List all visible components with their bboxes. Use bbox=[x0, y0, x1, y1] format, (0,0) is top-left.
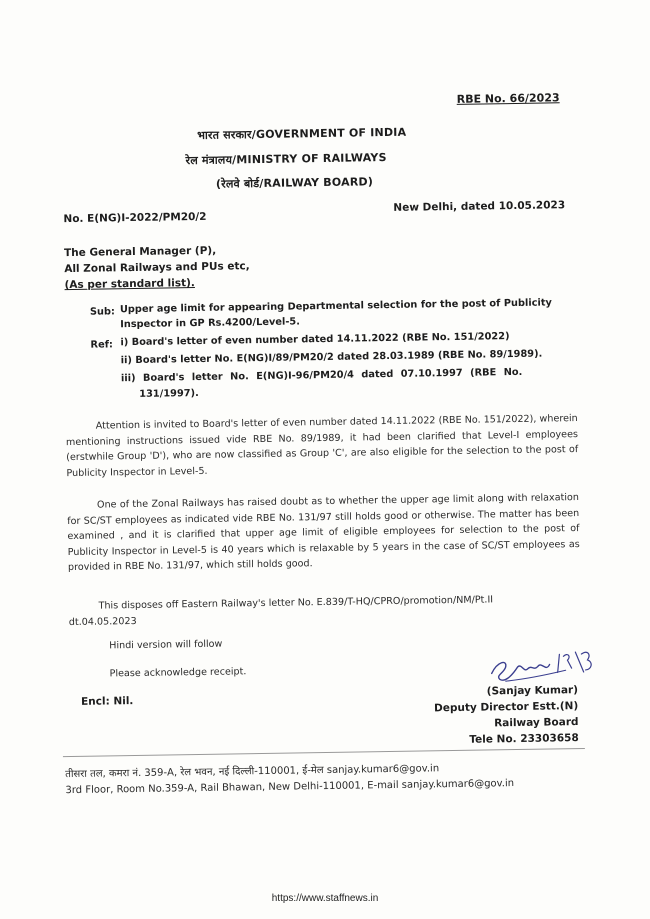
signatory-name: (Sanjay Kumar) bbox=[486, 684, 579, 698]
subject-line2: Inspector in GP Rs.4200/Level-5. bbox=[120, 316, 301, 331]
hindi-version-note: Hindi version will follow bbox=[109, 638, 223, 652]
ref-item-2: ii) Board's letter No. E(NG)I/89/PM20/2 dated 28.03.1989 (RBE No. 89/1989). bbox=[120, 348, 543, 367]
file-number: No. E(NG)I-2022/PM20/2 bbox=[63, 210, 207, 226]
ref-label: Ref: bbox=[90, 339, 113, 351]
paragraph-1 bbox=[66, 411, 579, 481]
header-government: भारत सरकार/GOVERNMENT OF INDIA bbox=[197, 125, 407, 142]
addressee-line3: (As per standard list). bbox=[64, 277, 195, 292]
rbe-number: RBE No. 66/2023 bbox=[456, 91, 560, 106]
address-hindi: तीसरा तल, कमरा नं. 359-A, रेल भवन, नई दिल्ली-110001, ई-मेल sanjay.kumar6@gov.in bbox=[65, 763, 440, 781]
source-url: https://www.staffnews.in bbox=[271, 893, 379, 904]
addressee-line2: All Zonal Railways and PUs etc, bbox=[64, 260, 250, 276]
signature-block bbox=[406, 682, 579, 749]
signatory-office: Railway Board bbox=[494, 716, 579, 730]
addressee-line1: The General Manager (P), bbox=[63, 244, 217, 260]
paragraph-2-text: One of the Zonal Railways has raised doubt as to whether the upper age limit along with relaxation for SC/ST employees as indicated vide RBE No. 131/97 still holds good or otherwise. The matter has been examined , and it is clarified that upper age limit of eligible employees for selection to the post of Publicity Inspector in Level-5 is 40 years which is relaxable by 5 years in the case of SC/ST employees as provided in RBE No. 131/97, which still holds good. bbox=[67, 492, 580, 574]
paragraph-3-line1: This disposes off Eastern Railway's letter No. E.839/T-HQ/CPRO/promotion/NM/Pt.II bbox=[98, 594, 494, 612]
place-date: New Delhi, dated 10.05.2023 bbox=[393, 199, 566, 214]
paragraph-1-text: Attention is invited to Board's letter of even number dated 14.11.2022 (RBE No. 151/2022), wherein mentioning instructions issued vide RBE No. 89/1989, it had been clarified that Level-I employees (erstwhile Group 'D'), who are now classified as Group 'C', are also eligible for the selection to the post of Publicity Inspector in Level-5. bbox=[65, 413, 579, 479]
subject-line1: Upper age limit for appearing Departmental selection for the post of Publicity bbox=[119, 297, 552, 316]
address-english: 3rd Floor, Room No.359-A, Rail Bhawan, New Delhi-110001, E-mail sanjay.kumar6@gov.in bbox=[65, 778, 515, 797]
ref-item-1: i) Board's letter of even number dated 14.11.2022 (RBE No. 151/2022) bbox=[120, 331, 510, 349]
ref-item-3: iii) Board's letter No. E(NG)I-96/PM20/4 dated 07.10.1997 (RBE No. bbox=[120, 366, 523, 385]
signatory-designation: Deputy Director Estt.(N) bbox=[434, 700, 579, 715]
ref-item-3-cont: 131/1997). bbox=[139, 387, 199, 400]
paragraph-2 bbox=[67, 490, 580, 576]
signatory-telephone: Tele No. 23303658 bbox=[469, 732, 579, 746]
header-board: (रेलवे बोर्ड/RAILWAY BOARD) bbox=[215, 175, 374, 191]
paragraph-3-line2: dt.04.05.2023 bbox=[68, 615, 137, 629]
enclosure: Encl: Nil. bbox=[80, 695, 134, 708]
acknowledge-note: Please acknowledge receipt. bbox=[109, 666, 247, 680]
footer-divider bbox=[63, 748, 585, 757]
header-ministry: रेल मंत्रालय/MINISTRY OF RAILWAYS bbox=[185, 150, 387, 168]
subject-label: Sub: bbox=[89, 306, 116, 318]
